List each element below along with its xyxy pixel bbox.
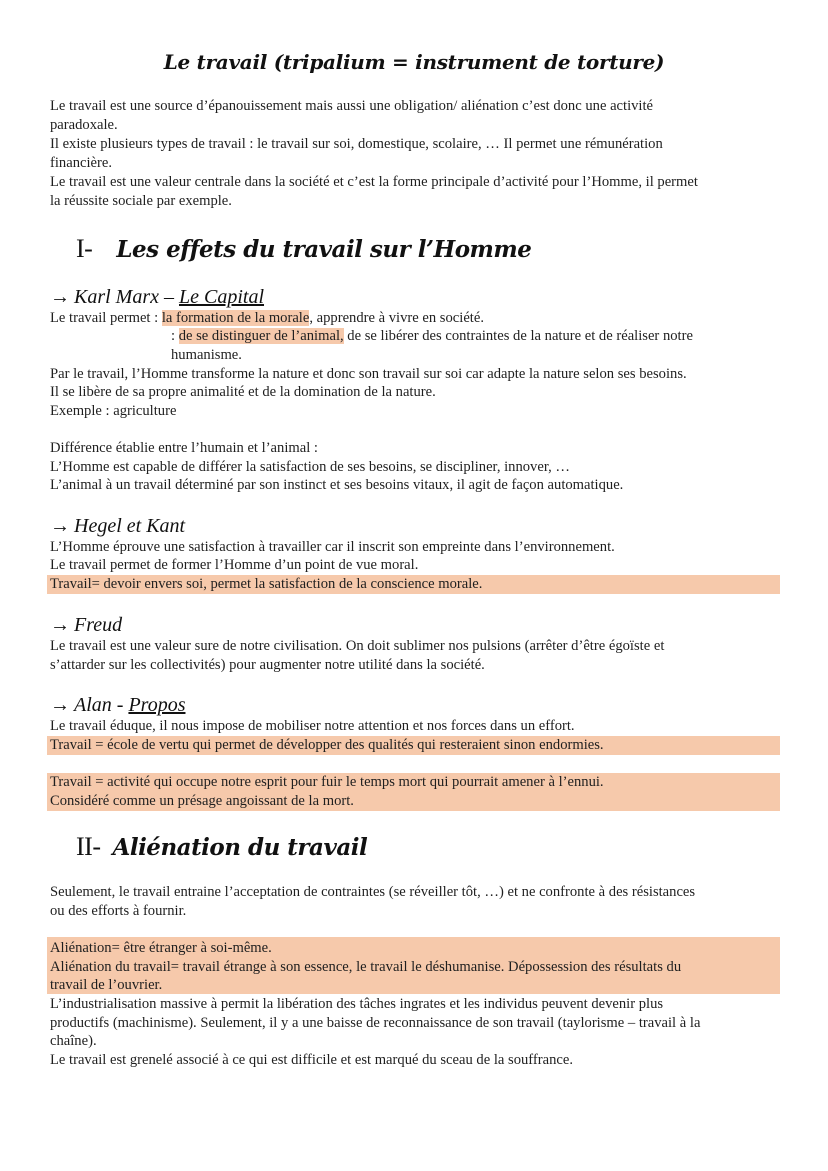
alienation-highlight-line: Aliénation= être étranger à soi-même. (50, 940, 272, 956)
subheading-hegel-kant (50, 515, 185, 538)
arrow-right-icon: → (50, 694, 70, 716)
author-name: Freud (74, 614, 123, 636)
alan-highlight-line: Considéré comme un présage angoissant de la mort. (50, 793, 354, 809)
alienation-highlight-line: Aliénation du travail= travail étrange à son essence, le travail le déshumanise. Dépossession des résultats du (50, 959, 682, 975)
hegel-highlight-line: Travail= devoir envers soi, permet la satisfaction de la conscience morale. (50, 576, 483, 592)
freud-line: s’attarder sur les collectivités) pour augmenter notre utilité dans la société. (50, 657, 485, 673)
alan-line: Le travail éduque, il nous impose de mobiliser notre attention et nos forces dans un effort. (50, 718, 575, 734)
marx-line: Par le travail, l’Homme transforme la nature et donc son travail sur soi car adapte la nature selon ses besoins. (50, 366, 687, 382)
marx-line-2 (171, 327, 693, 345)
highlighted-text: de se distinguer de l’animal, (178, 328, 344, 344)
section-2-intro-line: ou des efforts à fournir. (50, 903, 187, 919)
alan-highlight-line: Travail = école de vertu qui permet de développer des qualités qui resteraient sinon endormies. (50, 737, 604, 753)
section-2-intro-line: Seulement, le travail entraine l’acceptation de contraintes (se réveiller tôt, …) et ne confronte à des résistances (50, 884, 696, 900)
section-2-line: chaîne). (50, 1033, 97, 1049)
hegel-line: Le travail permet de former l’Homme d’un point de vue moral. (50, 557, 419, 573)
intro-line: financière. (50, 155, 112, 171)
arrow-right-icon: → (50, 286, 70, 308)
line-text: , apprendre à vivre en société. (309, 310, 484, 326)
intro-line: Il existe plusieurs types de travail : le travail sur soi, domestique, scolaire, … Il permet une rémunération (50, 136, 663, 152)
section-1-heading (76, 234, 531, 264)
marx-line: Exemple : agriculture (50, 403, 177, 419)
subheading-freud (50, 614, 122, 637)
line-prefix: Le travail permet : (50, 310, 162, 326)
section-2-title: Aliénation du travail (112, 834, 368, 861)
intro-line: la réussite sociale par exemple. (50, 193, 232, 209)
subheading-alan (50, 694, 185, 717)
alienation-highlight-line: travail de l’ouvrier. (50, 977, 163, 993)
subheading-marx (50, 286, 264, 309)
section-2-line: L’industrialisation massive à permit la libération des tâches ingrates et les individus peuvent devenir plus (50, 996, 664, 1012)
work-title: Propos (128, 694, 186, 716)
marx-line-3: humanisme. (171, 347, 242, 363)
arrow-right-icon: → (50, 515, 70, 537)
section-2-line: productifs (machinisme). Seulement, il y a une baisse de reconnaissance de son travail (taylorisme – travail à la (50, 1015, 701, 1031)
hegel-line: L’Homme éprouve une satisfaction à travailler car il inscrit son empreinte dans l’environnement. (50, 539, 615, 555)
line-prefix: : (171, 328, 179, 344)
difference-line: Différence établie entre l’humain et l’animal : (50, 440, 318, 456)
difference-line: L’animal à un travail déterminé par son instinct et ses besoins vitaux, il agit de façon automatique. (50, 477, 624, 493)
section-1-title: Les effets du travail sur l’Homme (116, 236, 532, 263)
author-name: Alan - (74, 694, 129, 716)
line-text: de se libérer des contraintes de la nature et de réaliser notre (343, 328, 693, 344)
intro-line: Le travail est une source d’épanouissement mais aussi une obligation/ aliénation c’est donc une activité (50, 98, 654, 114)
marx-line-1 (50, 309, 484, 327)
freud-line: Le travail est une valeur sure de notre civilisation. On doit sublimer nos pulsions (arrêter d’être égoïste et (50, 638, 665, 654)
section-2-number: II- (76, 832, 101, 861)
section-2-line: Le travail est grenelé associé à ce qui est difficile et est marqué du sceau de la souffrance. (50, 1052, 573, 1068)
author-name: Hegel et Kant (74, 515, 186, 537)
work-title: Le Capital (179, 286, 265, 308)
section-1-number: I- (76, 234, 93, 263)
difference-line: L’Homme est capable de différer la satisfaction de ses besoins, se discipliner, innover, … (50, 459, 571, 475)
marx-line: Il se libère de sa propre animalité et de la domination de la nature. (50, 384, 436, 400)
author-name: Karl Marx – (74, 286, 179, 308)
arrow-right-icon: → (50, 614, 70, 636)
intro-line: paradoxale. (50, 117, 118, 133)
page-title: Le travail (tripalium = instrument de torture) (163, 50, 665, 74)
alan-highlight-line: Travail = activité qui occupe notre esprit pour fuir le temps mort qui pourrait amener à l’ennui. (50, 774, 604, 790)
section-2-heading (76, 832, 367, 862)
intro-line: Le travail est une valeur centrale dans la société et c’est la forme principale d’activité pour l’Homme, il permet (50, 174, 698, 190)
highlighted-text: la formation de la morale (161, 310, 310, 326)
